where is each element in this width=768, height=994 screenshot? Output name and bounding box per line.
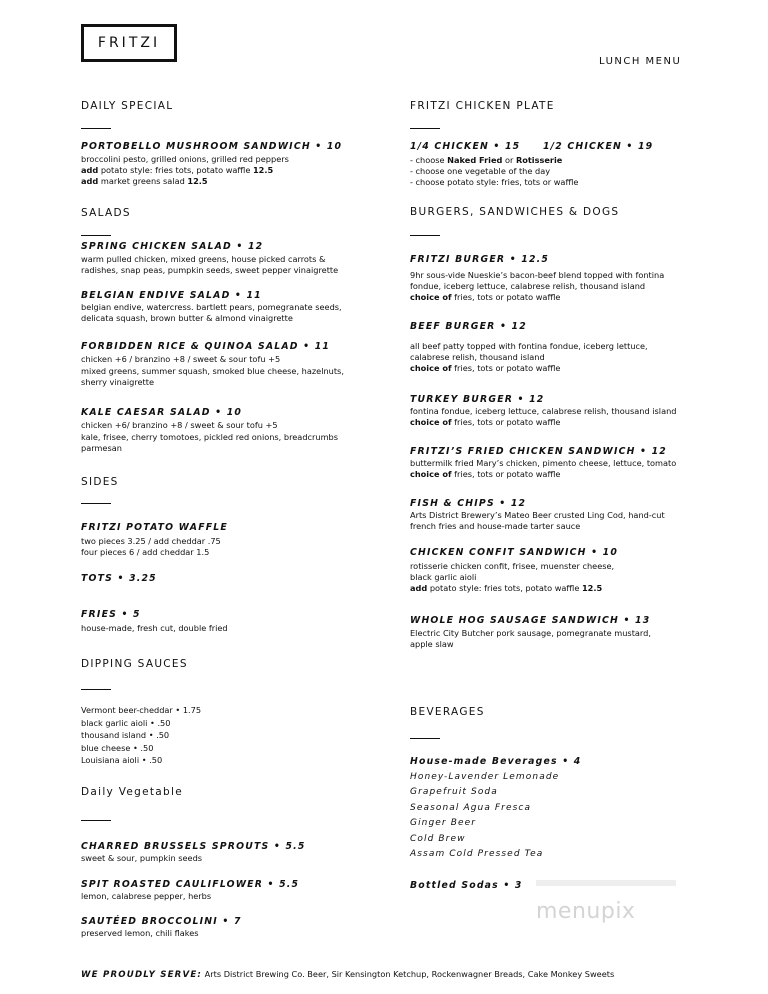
- section-burgers: BURGERS, SANDWICHES & DOGS: [410, 206, 620, 218]
- menu-item: FRIES • 5: [81, 609, 141, 620]
- item-desc: - choose Naked Fried or Rotisserie: [410, 155, 563, 165]
- item-desc: fondue, iceberg lettuce, calabrese relish, thousand island: [410, 281, 646, 291]
- item-desc: kale, frisee, cherry tomotoes, pickled red onions, breadcrumbs: [81, 432, 339, 442]
- item-desc: add market greens salad 12.5: [81, 176, 208, 186]
- item-desc: sweet & sour, pumpkin seeds: [81, 853, 203, 863]
- item-desc: 9hr sous-vide Nueskie’s bacon-beef blend topped with fontina: [410, 270, 665, 280]
- menu-item: BEEF BURGER • 12: [410, 321, 527, 332]
- item-desc: broccolini pesto, grilled onions, grilled red peppers: [81, 154, 289, 164]
- item-desc: choice of fries, tots or potato waffle: [410, 292, 561, 302]
- section-daily-special: DAILY SPECIAL: [81, 100, 174, 112]
- section-salads: SALADS: [81, 207, 131, 219]
- item-desc: mixed greens, summer squash, smoked blue cheese, hazelnuts,: [81, 366, 344, 376]
- item-desc: chicken +6/ branzino +8 / sweet & sour tofu +5: [81, 420, 278, 430]
- item-desc: - choose one vegetable of the day: [410, 166, 551, 176]
- beverage-item: Grapefruit Soda: [410, 787, 498, 797]
- divider: [410, 235, 440, 236]
- footer: [81, 969, 614, 980]
- divider: [81, 235, 111, 236]
- beverage-item: Ginger Beer: [410, 818, 477, 828]
- menu-item: CHARRED BRUSSELS SPROUTS • 5.5: [81, 841, 306, 852]
- item-desc: choice of fries, tots or potato waffle: [410, 417, 561, 427]
- item-desc: delicata squash, brown butter & almond vinaigrette: [81, 313, 293, 323]
- item-desc: add potato style: fries tots, potato waffle 12.5: [410, 583, 603, 593]
- item-desc: add potato style: fries tots, potato waffle 12.5: [81, 165, 274, 175]
- item-desc: rotisserie chicken confit, frisee, muenster cheese,: [410, 561, 615, 571]
- menu-item: SPRING CHICKEN SALAD • 12: [81, 241, 264, 252]
- item-desc: all beef patty topped with fontina fondue, iceberg lettuce,: [410, 341, 648, 351]
- item-desc: belgian endive, watercress. bartlett pears, pomegranate seeds,: [81, 302, 342, 312]
- logo-text: FRITZI: [97, 35, 161, 51]
- menu-item: CHICKEN CONFIT SANDWICH • 10: [410, 547, 619, 558]
- beverage-item: Honey-Lavender Lemonade: [410, 772, 560, 782]
- watermark: menupix: [536, 899, 636, 924]
- item-desc: lemon, calabrese pepper, herbs: [81, 891, 212, 901]
- menu-item: KALE CAESAR SALAD • 10: [81, 407, 243, 418]
- section-sides: SIDES: [81, 476, 119, 488]
- divider: [410, 738, 440, 739]
- item-desc: preserved lemon, chili flakes: [81, 928, 199, 938]
- menu-item: Bottled Sodas • 3: [410, 880, 523, 891]
- item-desc: parmesan: [81, 443, 122, 453]
- item-desc: sherry vinaigrette: [81, 377, 155, 387]
- menu-item: FRITZI POTATO WAFFLE: [81, 522, 228, 533]
- item-desc: two pieces 3.25 / add cheddar .75: [81, 536, 221, 546]
- beverage-item: Assam Cold Pressed Tea: [410, 849, 544, 859]
- item-desc: choice of fries, tots or potato waffle: [410, 363, 561, 373]
- menu-item: 1/4 CHICKEN • 15: [410, 141, 521, 152]
- divider: [81, 689, 111, 690]
- beverage-item: Seasonal Agua Fresca: [410, 803, 532, 813]
- section-beverages: BEVERAGES: [410, 706, 485, 718]
- item-desc: - choose potato style: fries, tots or waffle: [410, 177, 579, 187]
- menu-item: FRITZI’S FRIED CHICKEN SANDWICH • 12: [410, 446, 667, 457]
- section-dipping-sauces: DIPPING SAUCES: [81, 658, 188, 670]
- item-desc: french fries and house-made tarter sauce: [410, 521, 581, 531]
- menu-item: BELGIAN ENDIVE SALAD • 11: [81, 290, 262, 301]
- menu-item: FRITZI BURGER • 12.5: [410, 254, 550, 265]
- sauce-item: Louisiana aioli • .50: [81, 755, 163, 765]
- watermark-bar: [536, 880, 676, 886]
- item-desc: Electric City Butcher pork sausage, pomegranate mustard,: [410, 628, 651, 638]
- divider: [81, 503, 111, 504]
- menu-title: LUNCH MENU: [599, 56, 682, 67]
- item-desc: calabrese relish, thousand island: [410, 352, 545, 362]
- divider: [410, 128, 440, 129]
- menu-item: FORBIDDEN RICE & QUINOA SALAD • 11: [81, 341, 331, 352]
- beverage-item: Cold Brew: [410, 834, 466, 844]
- menu-item: PORTOBELLO MUSHROOM SANDWICH • 10: [81, 141, 343, 152]
- sauce-item: Vermont beer-cheddar • 1.75: [81, 705, 202, 715]
- item-desc: buttermilk fried Mary’s chicken, pimento cheese, lettuce, tomato: [410, 458, 677, 468]
- divider: [81, 128, 111, 129]
- section-daily-vegetable: Daily Vegetable: [81, 786, 183, 798]
- menu-item: TOTS • 3.25: [81, 573, 157, 584]
- section-chicken-plate: FRITZI CHICKEN PLATE: [410, 100, 555, 112]
- item-desc: warm pulled chicken, mixed greens, house picked carrots &: [81, 254, 326, 264]
- divider: [81, 820, 111, 821]
- menu-item: TURKEY BURGER • 12: [410, 394, 545, 405]
- sauce-item: black garlic aioli • .50: [81, 718, 171, 728]
- menu-item: SPIT ROASTED CAULIFLOWER • 5.5: [81, 879, 300, 890]
- item-desc: apple slaw: [410, 639, 454, 649]
- footer-label: WE PROUDLY SERVE:: [81, 970, 203, 980]
- item-desc: Arts District Brewery’s Mateo Beer crusted Ling Cod, hand-cut: [410, 510, 665, 520]
- item-desc: fontina fondue, iceberg lettuce, calabrese relish, thousand island: [410, 406, 677, 416]
- item-desc: black garlic aioli: [410, 572, 477, 582]
- item-desc: house-made, fresh cut, double fried: [81, 623, 228, 633]
- menu-item: WHOLE HOG SAUSAGE SANDWICH • 13: [410, 615, 651, 626]
- item-desc: four pieces 6 / add cheddar 1.5: [81, 547, 210, 557]
- item-desc: radishes, snap peas, pumpkin seeds, sweet pepper vinaigrette: [81, 265, 339, 275]
- item-desc: chicken +6 / branzino +8 / sweet & sour tofu +5: [81, 354, 281, 364]
- menu-item: House-made Beverages • 4: [410, 756, 582, 767]
- item-desc: choice of fries, tots or potato waffle: [410, 469, 561, 479]
- footer-text: Arts District Brewing Co. Beer, Sir Kensington Ketchup, Rockenwagner Breads, Cake Monkey Sweets: [202, 969, 615, 979]
- logo: [81, 24, 177, 62]
- sauce-item: thousand island • .50: [81, 730, 170, 740]
- menu-item: SAUTÉED BROCCOLINI • 7: [81, 916, 242, 927]
- sauce-item: blue cheese • .50: [81, 743, 154, 753]
- menu-item: FISH & CHIPS • 12: [410, 498, 527, 509]
- menu-item: 1/2 CHICKEN • 19: [543, 141, 654, 152]
